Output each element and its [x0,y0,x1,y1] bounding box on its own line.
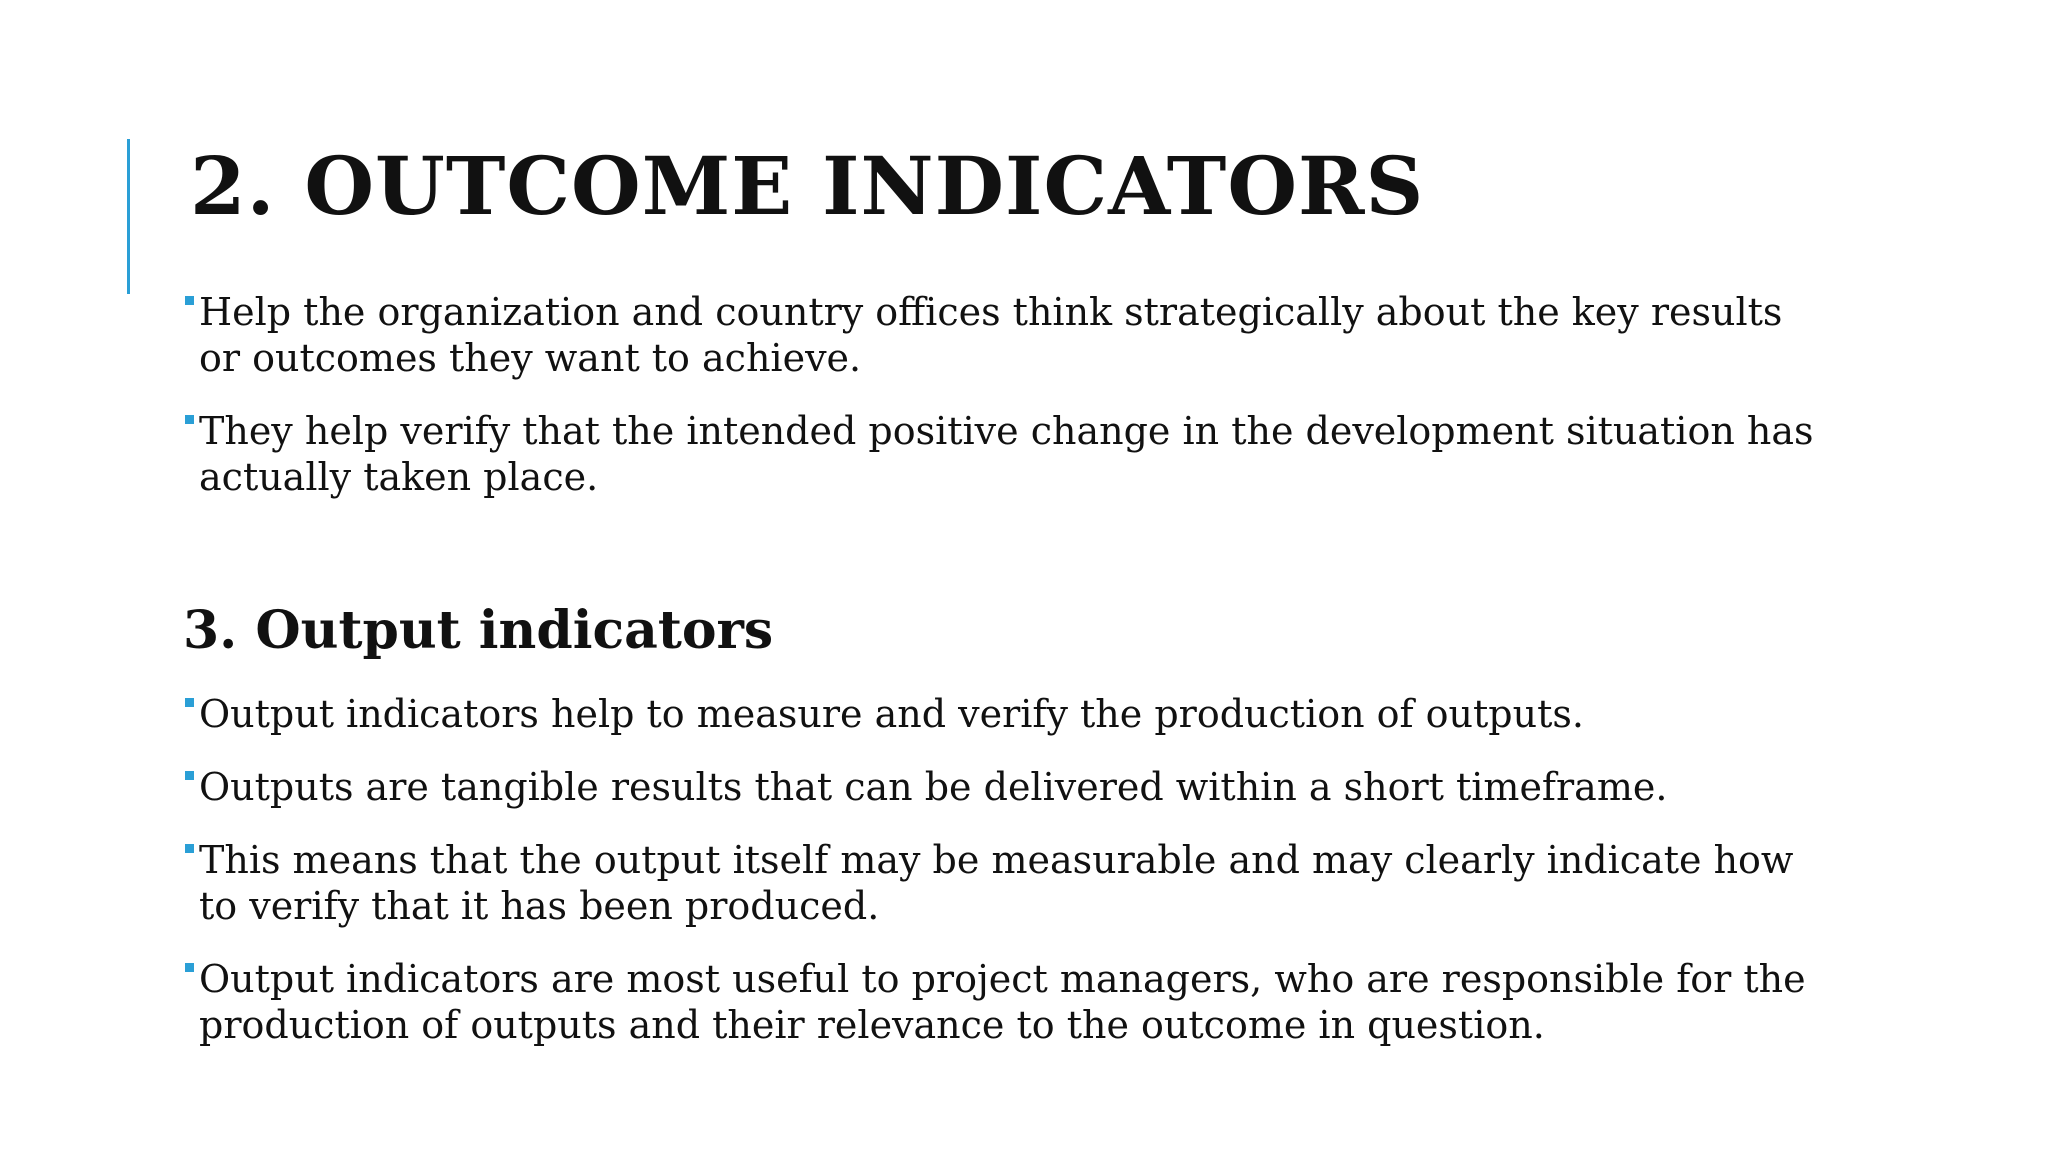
outcome-indicators-list [185,289,1825,500]
square-bullet-icon [185,844,194,853]
output-indicators-list [185,691,1825,1048]
list-item [185,691,1825,737]
square-bullet-icon [185,698,194,707]
bullet-text: Output indicators are most useful to project managers, who are responsible for the production of outputs and their relevance to the outcome in question. [199,957,1806,1047]
list-item [185,408,1825,500]
slide-title: 2. OUTCOME INDICATORS [190,139,1425,233]
bullet-text: Help the organization and country offices think strategically about the key results or outcomes they want to achieve. [199,290,1783,380]
square-bullet-icon [185,771,194,780]
bullet-text: They help verify that the intended positive change in the development situation has actually taken place. [199,409,1814,499]
list-item [185,837,1825,929]
bullet-text: Outputs are tangible results that can be delivered within a short timeframe. [199,765,1668,809]
square-bullet-icon [185,415,194,424]
output-indicators-heading: 3. Output indicators [183,600,774,661]
list-item [185,289,1825,381]
list-item [185,764,1825,810]
bullet-text: This means that the output itself may be measurable and may clearly indicate how to verify that it has been produced. [199,838,1794,928]
title-accent-bar [127,139,130,294]
square-bullet-icon [185,963,194,972]
bullet-text: Output indicators help to measure and verify the production of outputs. [199,692,1584,736]
list-item [185,956,1825,1048]
square-bullet-icon [185,296,194,305]
